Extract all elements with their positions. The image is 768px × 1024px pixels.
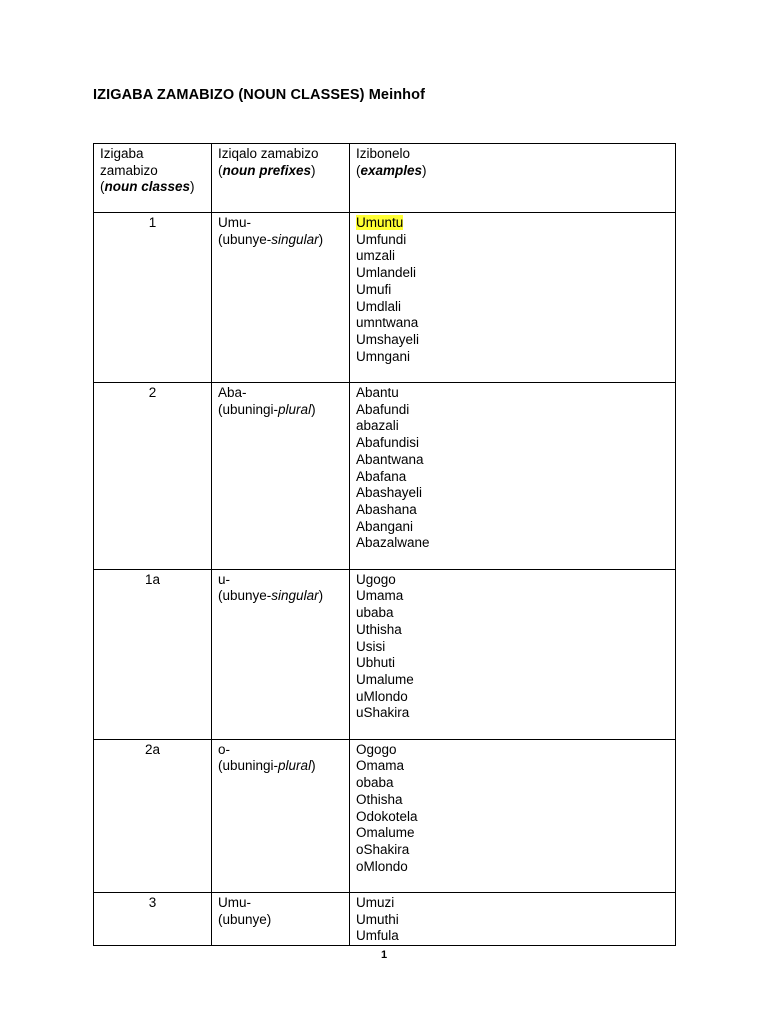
gloss-close: ) <box>311 401 316 417</box>
header-noun-classes <box>94 144 212 213</box>
example-word: uShakira <box>356 705 410 721</box>
table-row <box>94 213 676 383</box>
example-word: Umshayeli <box>356 331 420 347</box>
highlighted-example-word: Umuntu <box>356 215 404 230</box>
example-word: Ugogo <box>356 571 396 587</box>
cell-spacer <box>356 875 669 892</box>
prefix-text: u- <box>218 571 231 587</box>
gloss-open: (ubunye) <box>218 911 272 927</box>
example-word: ubaba <box>356 605 394 621</box>
table-header-row <box>94 144 676 213</box>
example-word: Ogogo <box>356 741 397 757</box>
example-word: Umngani <box>356 348 411 364</box>
header-col1-line1: Izigaba <box>100 146 144 161</box>
example-word: Uthisha <box>356 621 402 637</box>
example-word: Umuthi <box>356 911 399 927</box>
examples-cell <box>350 893 676 946</box>
example-word: Umlandeli <box>356 265 417 281</box>
table-row <box>94 739 676 892</box>
example-word: Umfundi <box>356 231 407 247</box>
document-title: IZIGABA ZAMABIZO (NOUN CLASSES) Meinhof <box>93 87 426 103</box>
example-word: Abafundi <box>356 401 410 417</box>
example-word: obaba <box>356 775 394 791</box>
header-col1-open: ( <box>100 179 105 195</box>
header-col3-close: ) <box>422 162 427 178</box>
header-col2-italic: noun prefixes <box>222 162 312 178</box>
example-word: Umdlali <box>356 298 402 314</box>
gloss-open: (ubunye- <box>218 231 272 247</box>
header-col1-close: ) <box>190 179 195 195</box>
prefix-cell <box>212 739 350 892</box>
example-word: Othisha <box>356 791 403 807</box>
page-number: 1 <box>380 949 388 961</box>
gloss-italic: singular <box>271 231 319 247</box>
noun-class-table <box>93 143 676 946</box>
example-word: umntwana <box>356 315 419 331</box>
table-row <box>94 893 676 946</box>
header-noun-prefixes <box>212 144 350 213</box>
example-word: uMlondo <box>356 688 408 704</box>
header-col3-open: ( <box>356 162 361 178</box>
example-word: Umfula <box>356 928 399 944</box>
example-word: Odokotela <box>356 808 418 824</box>
example-word: Omalume <box>356 825 415 841</box>
gloss-close: ) <box>318 231 324 247</box>
prefix-cell <box>212 213 350 383</box>
cell-spacer <box>356 722 669 739</box>
example-word: Abantu <box>356 385 399 401</box>
prefix-text: o- <box>218 741 231 757</box>
gloss-italic: plural <box>278 401 312 417</box>
prefix-gloss <box>218 758 343 775</box>
example-word: Omama <box>356 758 405 774</box>
example-word: oShakira <box>356 841 410 857</box>
example-word: Abazalwane <box>356 535 430 551</box>
header-col2-line1: Iziqalo zamabizo <box>218 146 319 161</box>
example-word: Abafundisi <box>356 435 420 451</box>
header-col2-close: ) <box>311 162 316 178</box>
example-word: umzali <box>356 248 396 264</box>
example-word: Abantwana <box>356 451 424 467</box>
gloss-open: (ubunye- <box>218 588 272 604</box>
prefix-text: Umu- <box>218 895 251 911</box>
example-word: Abashana <box>356 501 417 517</box>
example-word: Abafana <box>356 468 407 484</box>
prefix-cell <box>212 893 350 946</box>
table-row <box>94 569 676 739</box>
prefix-cell <box>212 569 350 739</box>
example-word: Umuzi <box>356 895 395 911</box>
header-col1-line2: zamabizo <box>100 162 158 178</box>
prefix-gloss <box>218 232 343 249</box>
header-examples <box>350 144 676 213</box>
gloss-open: (ubuningi- <box>218 401 279 417</box>
examples-cell <box>350 569 676 739</box>
examples-cell <box>350 213 676 383</box>
example-word: oMlondo <box>356 858 408 874</box>
example-word: Abashayeli <box>356 485 423 501</box>
example-word: abazali <box>356 418 399 434</box>
gloss-close: ) <box>311 758 316 774</box>
header-col1-italic: noun classes <box>104 179 191 195</box>
example-word: Umalume <box>356 671 414 687</box>
class-number-cell: 3 <box>94 893 212 946</box>
class-number-cell: 2a <box>94 739 212 892</box>
gloss-close: ) <box>318 588 324 604</box>
table-row <box>94 383 676 570</box>
class-number-cell: 1a <box>94 569 212 739</box>
example-word: Umufi <box>356 281 392 297</box>
prefix-text: Umu- <box>218 215 251 230</box>
example-word: Umama <box>356 588 404 604</box>
prefix-text: Aba- <box>218 385 247 401</box>
example-word: Ubhuti <box>356 655 396 671</box>
prefix-gloss <box>218 588 343 605</box>
cell-spacer <box>356 365 669 382</box>
prefix-gloss <box>218 912 343 929</box>
table-body <box>94 213 676 946</box>
examples-cell <box>350 739 676 892</box>
class-number-cell: 1 <box>94 213 212 383</box>
cell-spacer <box>356 552 669 569</box>
examples-cell <box>350 383 676 570</box>
example-word: Abangani <box>356 518 414 534</box>
gloss-italic: singular <box>271 588 319 604</box>
example-word: Usisi <box>356 638 386 654</box>
header-col3-line1: Izibonelo <box>356 146 411 161</box>
gloss-italic: plural <box>278 758 312 774</box>
gloss-open: (ubuningi- <box>218 758 279 774</box>
prefix-gloss <box>218 402 343 419</box>
header-col2-open: ( <box>218 162 223 178</box>
example-word <box>356 215 669 232</box>
prefix-cell <box>212 383 350 570</box>
class-number-cell: 2 <box>94 383 212 570</box>
header-col3-italic: examples <box>360 162 423 178</box>
